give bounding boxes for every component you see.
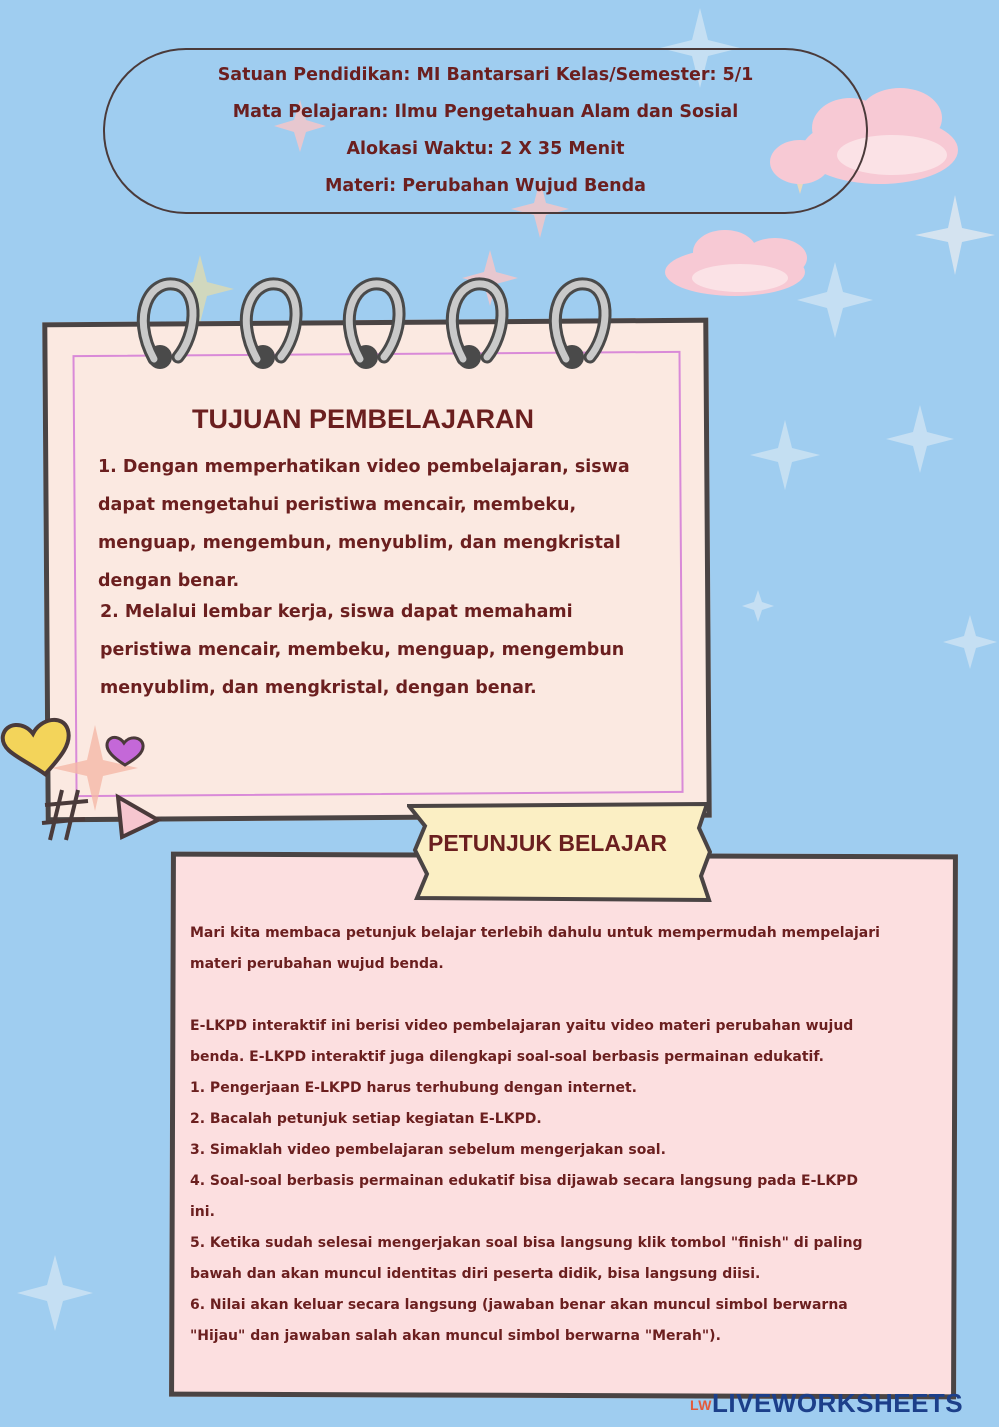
sparkle-icon	[943, 615, 997, 669]
instruction-line: 5. Ketika sudah selesai mengerjakan soal bisa langsung klik tombol "finish" di paling	[190, 1235, 863, 1251]
instructions-text	[190, 918, 940, 1352]
goal-line: dengan benar.	[98, 571, 240, 591]
sparkle-icon	[915, 195, 995, 275]
instruction-line: E-LKPD interaktif ini berisi video pembelajaran yaitu video materi perubahan wujud	[190, 1018, 854, 1034]
goal-line: 1. Dengan memperhatikan video pembelajaran, siswa	[98, 457, 630, 477]
goals-item-2	[100, 593, 680, 707]
liveworksheets-logo	[690, 1388, 963, 1419]
goal-line: menyublim, dan mengkristal, dengan benar.	[100, 678, 537, 698]
doodles-decoration	[0, 705, 180, 855]
instruction-line: 6. Nilai akan keluar secara langsung (jawaban benar akan muncul simbol berwarna	[190, 1297, 848, 1313]
goal-line: 2. Melalui lembar kerja, siswa dapat memahami	[100, 602, 573, 622]
instruction-line	[190, 980, 940, 1011]
sparkle-icon	[886, 405, 954, 473]
triangle-icon	[118, 797, 158, 837]
instruction-line: "Hijau" dan jawaban salah akan muncul simbol berwarna "Merah").	[190, 1328, 721, 1344]
time-line: Alokasi Waktu: 2 X 35 Menit	[346, 139, 625, 159]
logo-text: LIVEWORKSHEETS	[712, 1388, 964, 1418]
instructions-title: PETUNJUK BELAJAR	[428, 830, 667, 856]
goal-line: dapat mengetahui peristiwa mencair, membeku,	[98, 495, 577, 515]
goals-title: TUJUAN PEMBELAJARAN	[192, 404, 535, 434]
instruction-line: materi perubahan wujud benda.	[190, 956, 444, 972]
sparkle-icon	[742, 590, 774, 622]
heart-icon	[107, 737, 143, 765]
instruction-line: 1. Pengerjaan E-LKPD harus terhubung dengan internet.	[190, 1080, 638, 1096]
instruction-line: ini.	[190, 1204, 215, 1220]
school-line: Satuan Pendidikan: MI Bantarsari Kelas/Semester: 5/1	[217, 65, 754, 85]
material-line: Materi: Perubahan Wujud Benda	[325, 176, 646, 196]
instruction-line: 2. Bacalah petunjuk setiap kegiatan E-LKPD.	[190, 1111, 542, 1127]
ring-binder-icon	[143, 284, 605, 369]
ring-binder-decoration	[130, 275, 630, 375]
header-info	[103, 48, 868, 214]
goal-line: menguap, mengembun, menyublim, dan mengkristal	[98, 533, 621, 553]
instruction-line: 4. Soal-soal berbasis permainan edukatif bisa dijawab secara langsung pada E-LKPD	[190, 1173, 859, 1189]
heart-icon	[1, 716, 75, 780]
goal-line: peristiwa mencair, membeku, menguap, mengembun	[100, 640, 625, 660]
instruction-line: Mari kita membaca petunjuk belajar terlebih dahulu untuk mempermudah mempelajari	[190, 925, 880, 941]
goals-item-1	[98, 448, 678, 600]
subject-line: Mata Pelajaran: Ilmu Pengetahuan Alam dan Sosial	[232, 102, 739, 122]
logo-mark-icon: LW	[690, 1397, 712, 1414]
instruction-line: benda. E-LKPD interaktif juga dilengkapi soal-soal berbasis permainan edukatif.	[190, 1049, 824, 1065]
hashtag-icon	[42, 790, 88, 840]
sparkle-icon	[750, 420, 820, 490]
instruction-line: 3. Simaklah video pembelajaran sebelum mengerjakan soal.	[190, 1142, 666, 1158]
sparkle-icon	[17, 1255, 93, 1331]
sparkle-icon	[797, 262, 873, 338]
instruction-line: bawah dan akan muncul identitas diri peserta didik, bisa langsung diisi.	[190, 1266, 761, 1282]
